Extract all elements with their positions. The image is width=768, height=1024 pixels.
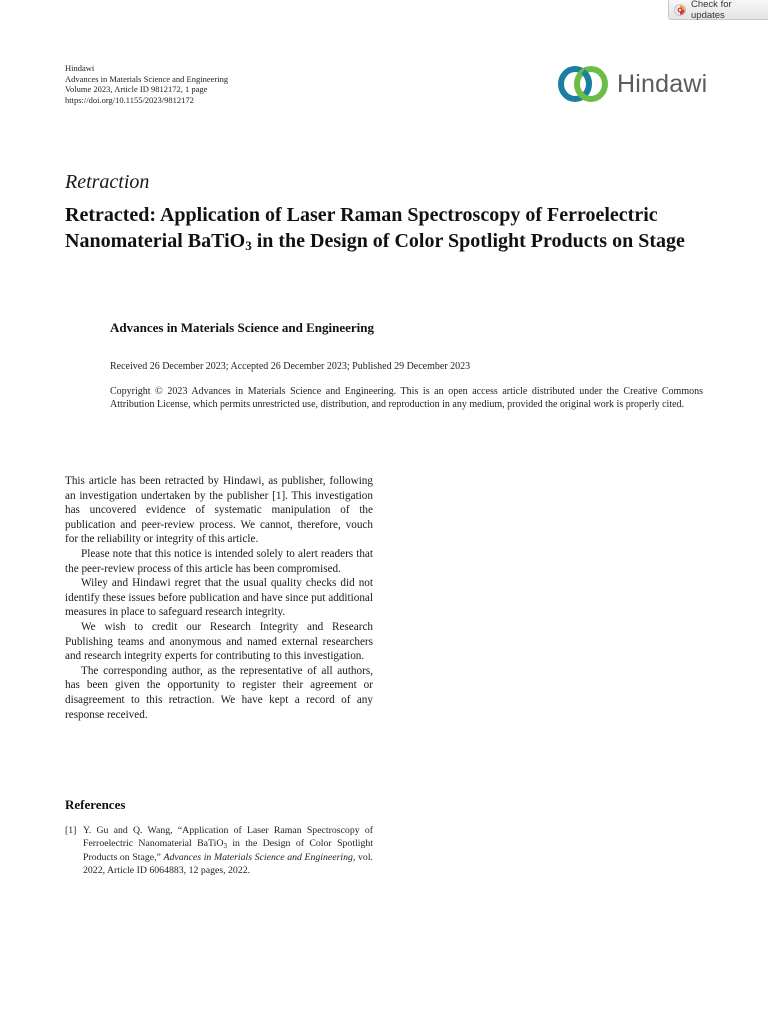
reference-text	[83, 824, 373, 878]
references-heading: References	[65, 797, 126, 812]
title-text-part1: Retracted: Application of Laser Raman Spectroscopy of Ferroelectric Nanomaterial BaTiO	[65, 204, 658, 252]
reference-text-part2: in the Design of Color Spotlight Products on Stage,”	[83, 838, 374, 863]
article-category: Retraction	[65, 171, 150, 193]
body-paragraph: We wish to credit our Research Integrity and Research Publishing teams and anonymous and named external researchers and research integrity experts for contributing to this investigation.	[65, 620, 373, 663]
reference-subscript: 3	[223, 842, 227, 851]
hindawi-rings-icon	[556, 62, 612, 106]
reference-number: [1]	[65, 825, 77, 836]
reference-tail: , vol. 2022, Article ID 6064883, 12 pages, 2022.	[83, 851, 373, 877]
publisher-name: Hindawi	[65, 63, 95, 73]
reference-journal: Advances in Materials Science and Engineering	[163, 851, 353, 863]
body-paragraph: Please note that this notice is intended solely to alert readers that the peer-review process of this article has been compromised.	[65, 547, 373, 575]
article-title	[65, 202, 685, 254]
title-subscript: 3	[245, 238, 252, 253]
journal-metadata	[65, 63, 228, 105]
copyright-notice: Copyright © 2023 Advances in Materials Science and Engineering. This is an open access article distributed under the Creative Commons Attribution License, which permits unrestricted use, distribution, and reproduction in any medium, provided the original work is properly cited.	[110, 386, 703, 411]
body-paragraph: Wiley and Hindawi regret that the usual quality checks did not identify these issues before publication and have since put additional measures in place to safeguard research integrity.	[65, 577, 373, 619]
article-authors: Advances in Materials Science and Engineering	[110, 320, 374, 335]
reference-item	[65, 824, 373, 878]
volume-info: Volume 2023, Article ID 9812172, 1 page	[65, 84, 208, 94]
title-text-part2: in the Design of Color Spotlight Products on Stage	[251, 230, 685, 252]
reference-text-part1: Y. Gu and Q. Wang, “Application of Laser Raman Spectroscopy of Ferroelectric Nanomaterial BaTiO	[83, 825, 373, 850]
body-paragraph: The corresponding author, as the representative of all authors, has been given the opportunity to register their agreement or disagreement to this retraction. We have kept a record of any response received.	[65, 664, 373, 721]
journal-name: Advances in Materials Science and Engineering	[65, 73, 229, 84]
logo-wordmark: Hindawi	[617, 69, 708, 98]
article-body	[65, 474, 373, 722]
article-dates: Received 26 December 2023; Accepted 26 December 2023; Published 29 December 2023	[110, 361, 471, 372]
doi-link[interactable]: https://doi.org/10.1155/2023/9812172	[65, 94, 194, 105]
check-for-updates-button[interactable]	[668, 0, 768, 20]
check-for-updates-icon	[674, 4, 686, 16]
body-paragraph: This article has been retracted by Hindawi, as publisher, following an investigation undertaken by the publisher [1]. This investigation has uncovered evidence of systematic manipulation of the publication and peer-review process. We cannot, therefore, vouch for the reliability or integrity of this article.	[65, 475, 373, 546]
hindawi-logo	[556, 62, 716, 106]
check-for-updates-label: Check for updates	[691, 0, 732, 21]
